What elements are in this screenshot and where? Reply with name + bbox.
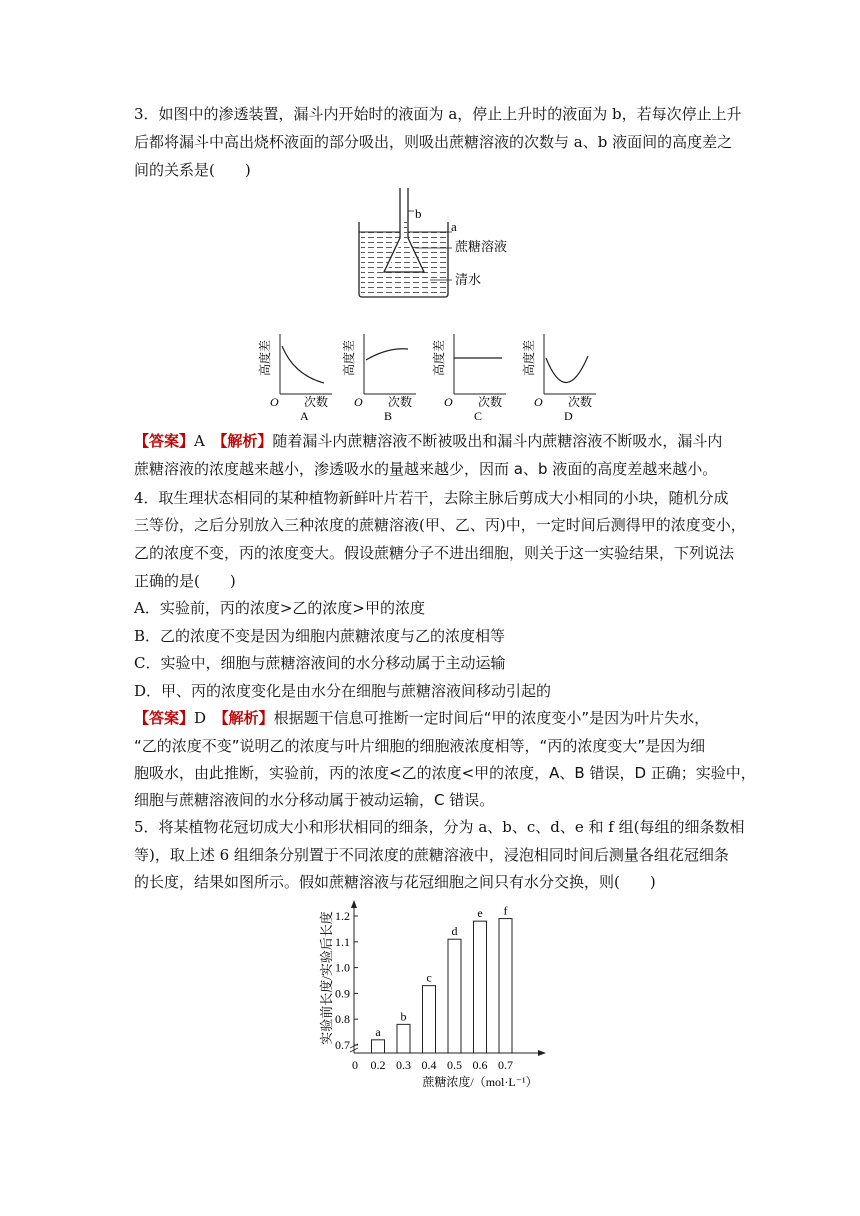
- xlabel-b: 次数: [388, 395, 413, 409]
- analysis-text: 随着漏斗内蔗糖溶液不断被吸出和漏斗内蔗糖溶液不断吸水，漏斗内: [272, 432, 723, 450]
- ylabel-b: 高度差: [342, 340, 356, 377]
- y-tick-label: 1.2: [335, 909, 350, 923]
- graph-d: [521, 334, 596, 422]
- q4-answer-line-2: “乙的浓度不变”说明乙的浓度与叶片细胞的细胞液浓度相等，“丙的浓度变大”是因为细: [134, 737, 706, 755]
- origin-d: O: [534, 395, 543, 409]
- q3-line-3: 间的关系是( ): [134, 161, 251, 179]
- x-axis-label: 蔗糖浓度/（mol·L⁻¹）: [422, 1075, 538, 1089]
- ylabel-a: 高度差: [258, 340, 272, 377]
- option-c: C: [474, 409, 483, 422]
- label-sucrose: 蔗糖溶液: [455, 239, 508, 254]
- curve-a: [282, 346, 324, 383]
- x-tick-label: 0.2: [370, 1058, 386, 1072]
- label-water: 清水: [455, 272, 482, 287]
- bar: [397, 1024, 410, 1053]
- bar-label: e: [477, 906, 483, 921]
- q5-line-2: 等)，取上述 6 组细条分别置于不同浓度的蔗糖溶液中，浸泡相同时间后测量各组花冠细条: [134, 846, 729, 864]
- q4-line-3: 乙的浓度不变，丙的浓度变大。假设蔗糖分子不进出细胞，则关于这一实验结果，下列说法: [134, 544, 735, 562]
- x-origin-label: 0: [352, 1058, 358, 1072]
- q4-answer-line-1: [134, 707, 709, 729]
- bar: [499, 919, 512, 1053]
- y-tick-label: 0.7: [335, 1038, 350, 1052]
- origin-c: O: [444, 395, 453, 409]
- x-tick-label: 0.3: [396, 1058, 411, 1072]
- origin-b: O: [354, 395, 363, 409]
- answer-tag: 【答案】: [134, 709, 195, 727]
- q4-option-c: C．实验中，细胞与蔗糖溶液间的水分移动属于主动运输: [134, 654, 506, 672]
- q5-line-1: 5．将某植物花冠切成大小和形状相同的细条，分为 a、b、c、d、e 和 f 组(每组的细条数相: [134, 818, 745, 836]
- q3-answer-line-1: [134, 430, 722, 452]
- q4-option-d: D．甲、丙的浓度变化是由水分在细胞与蔗糖溶液间移动引起的: [134, 682, 552, 700]
- origin-a: O: [270, 395, 279, 409]
- analysis-text: 根据题干信息可推断一定时间后“甲的浓度变小”是因为叶片失水，: [273, 709, 710, 727]
- answer-tag: 【答案】: [134, 432, 195, 450]
- y-axis-label: 实验前长度/实验后长度: [319, 911, 334, 1045]
- option-b: B: [384, 409, 393, 422]
- q3-line-2: 后都将漏斗中高出烧杯液面的部分吸出，则吸出蔗糖溶液的次数与 a、b 液面间的高度差之: [134, 133, 733, 151]
- xlabel-c: 次数: [478, 395, 503, 409]
- curve-d: [546, 356, 588, 383]
- bar: [448, 939, 461, 1053]
- bar-label: c: [426, 970, 432, 985]
- label-b: b: [415, 206, 422, 221]
- graph-c: [431, 334, 506, 422]
- q4-answer-line-4: 细胞与蔗糖溶液间的水分移动属于被动运输，C 错误。: [134, 791, 495, 809]
- x-tick-label: 0.5: [447, 1058, 462, 1072]
- bar: [372, 1040, 385, 1053]
- curve-b: [366, 349, 408, 360]
- q4-option-a: A．实验前，丙的浓度>乙的浓度>甲的浓度: [134, 599, 425, 617]
- xlabel-d: 次数: [568, 395, 593, 409]
- y-tick-label: 1.1: [335, 934, 350, 949]
- y-tick-label: 0.8: [335, 1012, 350, 1027]
- analysis-tag: 【解析】: [219, 432, 273, 450]
- q5-line-3: 的长度，结果如图所示。假如蔗糖溶液与花冠细胞之间只有水分交换，则( ): [134, 873, 656, 891]
- option-d: D: [564, 409, 573, 422]
- label-a: a: [451, 219, 457, 234]
- y-tick-label: 1.0: [335, 960, 350, 975]
- option-graphs: [258, 330, 608, 422]
- bar-label: d: [451, 924, 458, 939]
- graph-a: [258, 334, 332, 422]
- q4-line-1: 4．取生理状态相同的某种植物新鲜叶片若干，去除主脉后剪成大小相同的小块，随机分成: [134, 489, 729, 507]
- bar: [474, 921, 487, 1053]
- x-tick-label: 0.4: [421, 1058, 437, 1072]
- y-tick-label: 0.9: [335, 986, 350, 1001]
- q3-line-1: 3．如图中的渗透装置，漏斗内开始时的液面为 a，停止上升时的液面为 b，若每次停止上升: [134, 105, 742, 123]
- ylabel-d: 高度差: [522, 340, 536, 377]
- ylabel-c: 高度差: [432, 340, 446, 377]
- answer-letter: D: [194, 709, 207, 727]
- analysis-tag: 【解析】: [221, 709, 274, 727]
- bar: [423, 986, 436, 1053]
- xlabel-a: 次数: [304, 395, 329, 409]
- bar-label: a: [375, 1024, 381, 1039]
- bar-label: b: [400, 1009, 407, 1024]
- answer-letter: A: [194, 432, 205, 450]
- q4-option-b: B．乙的浓度不变是因为细胞内蔗糖浓度与乙的浓度相等: [134, 627, 506, 645]
- q3-answer-line-2: 蔗糖溶液的浓度越来越小，渗透吸水的量越来越少，因而 a、b 液面的高度差越来越小。: [134, 460, 718, 478]
- q4-line-2: 三等份，之后分别放入三种浓度的蔗糖溶液(甲、乙、丙)中，一定时间后测得甲的浓度变小，: [134, 516, 746, 534]
- option-a: A: [300, 409, 309, 422]
- bar-chart: [310, 898, 550, 1092]
- osmosis-apparatus: [340, 180, 540, 305]
- graph-b: [341, 334, 416, 422]
- x-tick-label: 0.6: [472, 1058, 488, 1072]
- q4-answer-line-3: 胞吸水，由此推断，实验前，丙的浓度<乙的浓度<甲的浓度，A、B 错误，D 正确；实验中，: [134, 764, 756, 782]
- q4-line-4: 正确的是( ): [134, 572, 236, 590]
- bar-label: f: [503, 903, 508, 918]
- x-tick-label: 0.7: [498, 1058, 513, 1072]
